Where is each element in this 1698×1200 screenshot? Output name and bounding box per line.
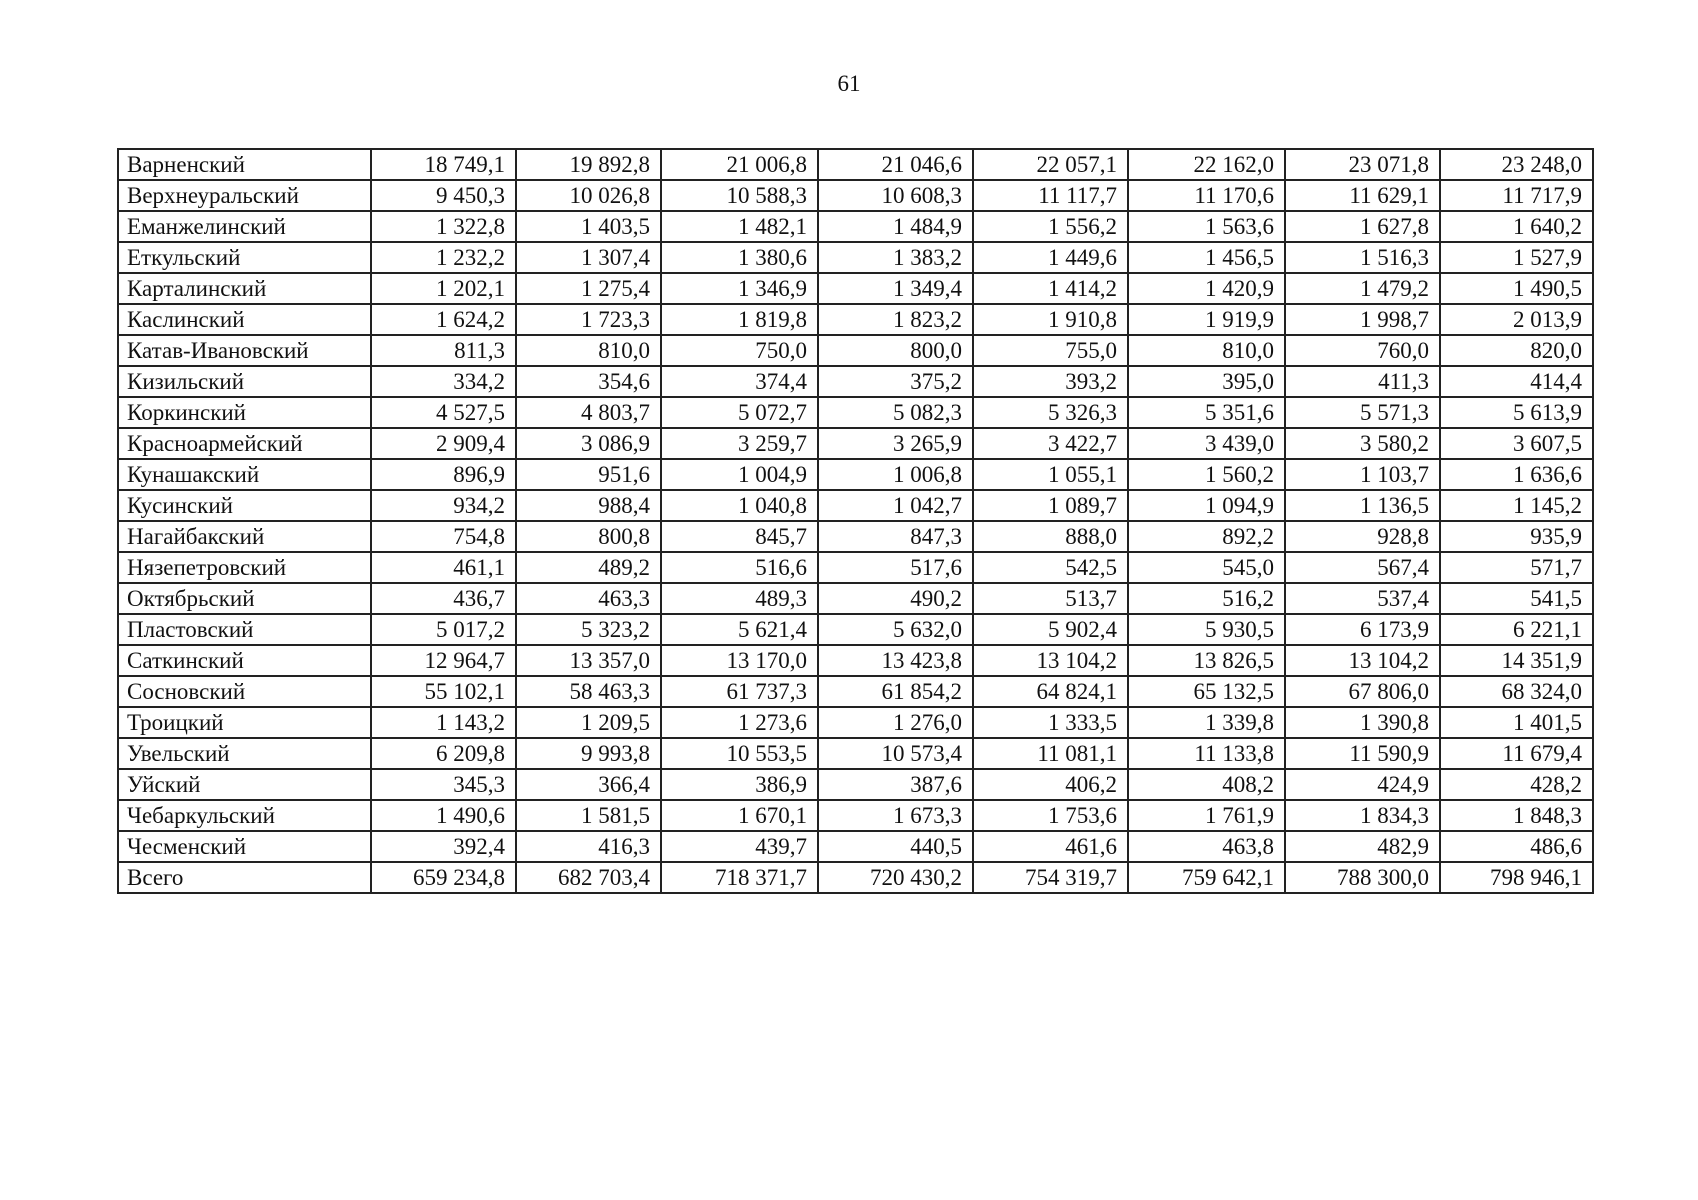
value-cell: 1 380,6: [661, 242, 818, 273]
value-cell: 513,7: [973, 583, 1128, 614]
value-cell: 1 823,2: [818, 304, 973, 335]
value-cell: 1 232,2: [371, 242, 516, 273]
value-cell: 571,7: [1440, 552, 1593, 583]
district-name-cell: Троицкий: [118, 707, 371, 738]
value-cell: 1 819,8: [661, 304, 818, 335]
value-cell: 334,2: [371, 366, 516, 397]
table-row: [118, 769, 1593, 800]
district-name-cell: Пластовский: [118, 614, 371, 645]
table-row: [118, 521, 1593, 552]
table-row: [118, 211, 1593, 242]
value-cell: 928,8: [1285, 521, 1440, 552]
district-name-cell: Верхнеуральский: [118, 180, 371, 211]
value-cell: 3 607,5: [1440, 428, 1593, 459]
value-cell: 13 170,0: [661, 645, 818, 676]
value-cell: 489,2: [516, 552, 661, 583]
value-cell: 1 998,7: [1285, 304, 1440, 335]
value-cell: 61 737,3: [661, 676, 818, 707]
value-cell: 1 723,3: [516, 304, 661, 335]
value-cell: 1 627,8: [1285, 211, 1440, 242]
value-cell: 1 333,5: [973, 707, 1128, 738]
value-cell: 3 580,2: [1285, 428, 1440, 459]
value-cell: 1 516,3: [1285, 242, 1440, 273]
value-cell: 23 071,8: [1285, 149, 1440, 180]
value-cell: 1 636,6: [1440, 459, 1593, 490]
value-cell: 1 346,9: [661, 273, 818, 304]
value-cell: 1 094,9: [1128, 490, 1285, 521]
value-cell: 2 013,9: [1440, 304, 1593, 335]
value-cell: 1 042,7: [818, 490, 973, 521]
district-name-cell: Красноармейский: [118, 428, 371, 459]
value-cell: 408,2: [1128, 769, 1285, 800]
value-cell: 1 339,8: [1128, 707, 1285, 738]
value-cell: 1 145,2: [1440, 490, 1593, 521]
value-cell: 1 449,6: [973, 242, 1128, 273]
value-cell: 1 322,8: [371, 211, 516, 242]
value-cell: 3 265,9: [818, 428, 973, 459]
value-cell: 988,4: [516, 490, 661, 521]
value-cell: 11 117,7: [973, 180, 1128, 211]
value-cell: 486,6: [1440, 831, 1593, 862]
value-cell: 19 892,8: [516, 149, 661, 180]
value-cell: 354,6: [516, 366, 661, 397]
value-cell: 1 103,7: [1285, 459, 1440, 490]
value-cell: 461,1: [371, 552, 516, 583]
value-cell: 11 629,1: [1285, 180, 1440, 211]
value-cell: 13 423,8: [818, 645, 973, 676]
value-cell: 463,8: [1128, 831, 1285, 862]
value-cell: 10 026,8: [516, 180, 661, 211]
value-cell: 1 276,0: [818, 707, 973, 738]
value-cell: 461,6: [973, 831, 1128, 862]
value-cell: 760,0: [1285, 335, 1440, 366]
table-row: [118, 490, 1593, 521]
district-name-cell: Нязепетровский: [118, 552, 371, 583]
value-cell: 55 102,1: [371, 676, 516, 707]
value-cell: 788 300,0: [1285, 862, 1440, 893]
value-cell: 439,7: [661, 831, 818, 862]
data-table: [117, 148, 1594, 894]
value-cell: 1 040,8: [661, 490, 818, 521]
value-cell: 847,3: [818, 521, 973, 552]
value-cell: 14 351,9: [1440, 645, 1593, 676]
value-cell: 11 590,9: [1285, 738, 1440, 769]
district-name-cell: Саткинский: [118, 645, 371, 676]
value-cell: 5 902,4: [973, 614, 1128, 645]
value-cell: 1 275,4: [516, 273, 661, 304]
table-row: [118, 428, 1593, 459]
value-cell: 1 456,5: [1128, 242, 1285, 273]
value-cell: 718 371,7: [661, 862, 818, 893]
value-cell: 567,4: [1285, 552, 1440, 583]
value-cell: 542,5: [973, 552, 1128, 583]
value-cell: 1 420,9: [1128, 273, 1285, 304]
value-cell: 1 753,6: [973, 800, 1128, 831]
value-cell: 720 430,2: [818, 862, 973, 893]
district-name-cell: Катав-Ивановский: [118, 335, 371, 366]
value-cell: 11 133,8: [1128, 738, 1285, 769]
value-cell: 810,0: [516, 335, 661, 366]
value-cell: 366,4: [516, 769, 661, 800]
value-cell: 659 234,8: [371, 862, 516, 893]
district-name-cell: Кусинский: [118, 490, 371, 521]
value-cell: 1 390,8: [1285, 707, 1440, 738]
value-cell: 1 349,4: [818, 273, 973, 304]
value-cell: 9 450,3: [371, 180, 516, 211]
value-cell: 754,8: [371, 521, 516, 552]
value-cell: 516,2: [1128, 583, 1285, 614]
value-cell: 375,2: [818, 366, 973, 397]
value-cell: 1 834,3: [1285, 800, 1440, 831]
value-cell: 4 527,5: [371, 397, 516, 428]
value-cell: 11 679,4: [1440, 738, 1593, 769]
value-cell: 416,3: [516, 831, 661, 862]
value-cell: 11 081,1: [973, 738, 1128, 769]
value-cell: 13 104,2: [1285, 645, 1440, 676]
value-cell: 951,6: [516, 459, 661, 490]
value-cell: 1 761,9: [1128, 800, 1285, 831]
value-cell: 755,0: [973, 335, 1128, 366]
value-cell: 5 632,0: [818, 614, 973, 645]
value-cell: 58 463,3: [516, 676, 661, 707]
value-cell: 411,3: [1285, 366, 1440, 397]
value-cell: 386,9: [661, 769, 818, 800]
value-cell: 800,8: [516, 521, 661, 552]
value-cell: 345,3: [371, 769, 516, 800]
value-cell: 22 162,0: [1128, 149, 1285, 180]
value-cell: 5 613,9: [1440, 397, 1593, 428]
value-cell: 1 640,2: [1440, 211, 1593, 242]
district-name-cell: Сосновский: [118, 676, 371, 707]
table-row: [118, 180, 1593, 211]
value-cell: 798 946,1: [1440, 862, 1593, 893]
table-row: [118, 738, 1593, 769]
district-name-cell: Чебаркульский: [118, 800, 371, 831]
value-cell: 811,3: [371, 335, 516, 366]
value-cell: 845,7: [661, 521, 818, 552]
value-cell: 387,6: [818, 769, 973, 800]
value-cell: 428,2: [1440, 769, 1593, 800]
table-row: [118, 304, 1593, 335]
value-cell: 1 383,2: [818, 242, 973, 273]
value-cell: 810,0: [1128, 335, 1285, 366]
value-cell: 21 046,6: [818, 149, 973, 180]
table-row: [118, 800, 1593, 831]
value-cell: 3 259,7: [661, 428, 818, 459]
value-cell: 21 006,8: [661, 149, 818, 180]
value-cell: 1 307,4: [516, 242, 661, 273]
value-cell: 5 323,2: [516, 614, 661, 645]
value-cell: 5 082,3: [818, 397, 973, 428]
value-cell: 395,0: [1128, 366, 1285, 397]
value-cell: 374,4: [661, 366, 818, 397]
value-cell: 440,5: [818, 831, 973, 862]
table-row: [118, 552, 1593, 583]
value-cell: 1 624,2: [371, 304, 516, 335]
value-cell: 6 209,8: [371, 738, 516, 769]
value-cell: 3 086,9: [516, 428, 661, 459]
value-cell: 10 588,3: [661, 180, 818, 211]
value-cell: 5 017,2: [371, 614, 516, 645]
district-name-cell: Увельский: [118, 738, 371, 769]
value-cell: 5 930,5: [1128, 614, 1285, 645]
value-cell: 541,5: [1440, 583, 1593, 614]
value-cell: 1 527,9: [1440, 242, 1593, 273]
value-cell: 1 490,6: [371, 800, 516, 831]
value-cell: 64 824,1: [973, 676, 1128, 707]
table-row: [118, 862, 1593, 893]
value-cell: 537,4: [1285, 583, 1440, 614]
value-cell: 489,3: [661, 583, 818, 614]
value-cell: 1 670,1: [661, 800, 818, 831]
district-name-cell: Варненский: [118, 149, 371, 180]
value-cell: 10 553,5: [661, 738, 818, 769]
value-cell: 517,6: [818, 552, 973, 583]
value-cell: 11 717,9: [1440, 180, 1593, 211]
table-row: [118, 397, 1593, 428]
district-name-cell: Кунашакский: [118, 459, 371, 490]
value-cell: 3 439,0: [1128, 428, 1285, 459]
district-name-cell: Карталинский: [118, 273, 371, 304]
value-cell: 11 170,6: [1128, 180, 1285, 211]
district-name-cell: Чесменский: [118, 831, 371, 862]
value-cell: 750,0: [661, 335, 818, 366]
value-cell: 5 571,3: [1285, 397, 1440, 428]
value-cell: 18 749,1: [371, 149, 516, 180]
value-cell: 392,4: [371, 831, 516, 862]
value-cell: 463,3: [516, 583, 661, 614]
value-cell: 68 324,0: [1440, 676, 1593, 707]
value-cell: 5 072,7: [661, 397, 818, 428]
value-cell: 1 202,1: [371, 273, 516, 304]
value-cell: 1 089,7: [973, 490, 1128, 521]
value-cell: 13 826,5: [1128, 645, 1285, 676]
value-cell: 2 909,4: [371, 428, 516, 459]
table-row: [118, 459, 1593, 490]
district-name-cell: Коркинский: [118, 397, 371, 428]
value-cell: 800,0: [818, 335, 973, 366]
value-cell: 1 484,9: [818, 211, 973, 242]
value-cell: 935,9: [1440, 521, 1593, 552]
value-cell: 414,4: [1440, 366, 1593, 397]
table-row: [118, 335, 1593, 366]
value-cell: 5 621,4: [661, 614, 818, 645]
table-row: [118, 366, 1593, 397]
value-cell: 516,6: [661, 552, 818, 583]
value-cell: 759 642,1: [1128, 862, 1285, 893]
value-cell: 9 993,8: [516, 738, 661, 769]
value-cell: 1 919,9: [1128, 304, 1285, 335]
table-row: [118, 676, 1593, 707]
value-cell: 406,2: [973, 769, 1128, 800]
value-cell: 482,9: [1285, 831, 1440, 862]
table-row: [118, 149, 1593, 180]
value-cell: 896,9: [371, 459, 516, 490]
value-cell: 67 806,0: [1285, 676, 1440, 707]
value-cell: 10 573,4: [818, 738, 973, 769]
table-row: [118, 583, 1593, 614]
table-row: [118, 707, 1593, 738]
value-cell: 13 357,0: [516, 645, 661, 676]
value-cell: 1 143,2: [371, 707, 516, 738]
value-cell: 436,7: [371, 583, 516, 614]
value-cell: 1 273,6: [661, 707, 818, 738]
value-cell: 1 136,5: [1285, 490, 1440, 521]
value-cell: 5 351,6: [1128, 397, 1285, 428]
value-cell: 1 560,2: [1128, 459, 1285, 490]
value-cell: 23 248,0: [1440, 149, 1593, 180]
page-number: 61: [837, 71, 861, 96]
value-cell: 10 608,3: [818, 180, 973, 211]
value-cell: 61 854,2: [818, 676, 973, 707]
district-name-cell: Октябрьский: [118, 583, 371, 614]
value-cell: 545,0: [1128, 552, 1285, 583]
value-cell: 1 006,8: [818, 459, 973, 490]
value-cell: 820,0: [1440, 335, 1593, 366]
value-cell: 1 479,2: [1285, 273, 1440, 304]
value-cell: 1 055,1: [973, 459, 1128, 490]
value-cell: 1 910,8: [973, 304, 1128, 335]
value-cell: 682 703,4: [516, 862, 661, 893]
value-cell: 490,2: [818, 583, 973, 614]
table-row: [118, 831, 1593, 862]
value-cell: 892,2: [1128, 521, 1285, 552]
value-cell: 12 964,7: [371, 645, 516, 676]
value-cell: 13 104,2: [973, 645, 1128, 676]
value-cell: 1 482,1: [661, 211, 818, 242]
district-name-cell: Кизильский: [118, 366, 371, 397]
value-cell: 1 414,2: [973, 273, 1128, 304]
value-cell: 65 132,5: [1128, 676, 1285, 707]
district-name-cell: Каслинский: [118, 304, 371, 335]
value-cell: 4 803,7: [516, 397, 661, 428]
value-cell: 1 673,3: [818, 800, 973, 831]
value-cell: 1 581,5: [516, 800, 661, 831]
value-cell: 22 057,1: [973, 149, 1128, 180]
district-name-cell: Еманжелинский: [118, 211, 371, 242]
value-cell: 6 173,9: [1285, 614, 1440, 645]
value-cell: 754 319,7: [973, 862, 1128, 893]
value-cell: 3 422,7: [973, 428, 1128, 459]
value-cell: 1 848,3: [1440, 800, 1593, 831]
value-cell: 1 403,5: [516, 211, 661, 242]
table-row: [118, 614, 1593, 645]
value-cell: 1 401,5: [1440, 707, 1593, 738]
value-cell: 1 563,6: [1128, 211, 1285, 242]
table-row: [118, 645, 1593, 676]
value-cell: 6 221,1: [1440, 614, 1593, 645]
value-cell: 5 326,3: [973, 397, 1128, 428]
district-name-cell: Нагайбакский: [118, 521, 371, 552]
value-cell: 1 556,2: [973, 211, 1128, 242]
district-name-cell: Еткульский: [118, 242, 371, 273]
table-body: [118, 149, 1593, 893]
value-cell: 1 004,9: [661, 459, 818, 490]
table-row: [118, 242, 1593, 273]
value-cell: 1 209,5: [516, 707, 661, 738]
table-row: [118, 273, 1593, 304]
district-name-cell: Всего: [118, 862, 371, 893]
value-cell: 934,2: [371, 490, 516, 521]
value-cell: 424,9: [1285, 769, 1440, 800]
value-cell: 1 490,5: [1440, 273, 1593, 304]
value-cell: 393,2: [973, 366, 1128, 397]
district-name-cell: Уйский: [118, 769, 371, 800]
value-cell: 888,0: [973, 521, 1128, 552]
